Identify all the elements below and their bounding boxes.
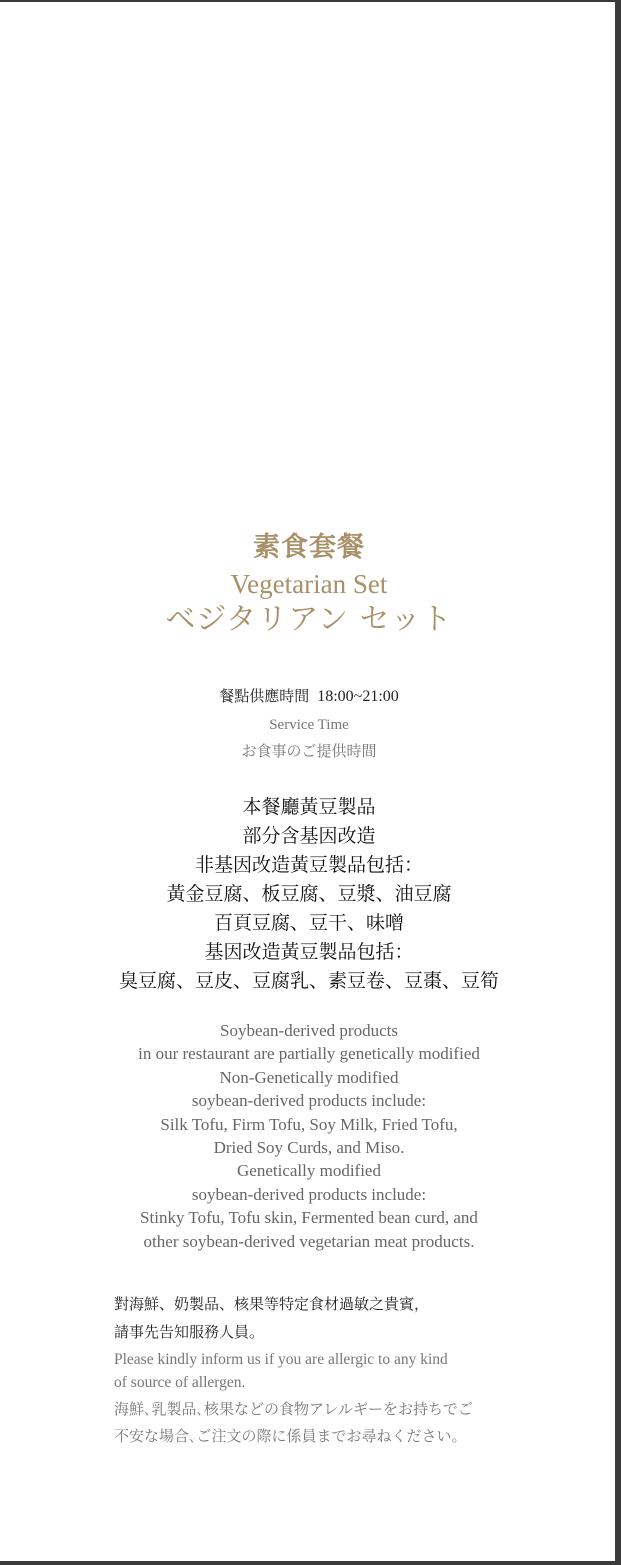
soy-en-line: in our restaurant are partially genetically modified <box>138 1044 480 1064</box>
soy-en-line: other soybean-derived vegetarian meat products. <box>143 1231 475 1251</box>
soy-en-line: Genetically modified <box>237 1161 381 1181</box>
soy-zh-line: 本餐廳黃豆製品 <box>242 796 376 818</box>
soy-en-line: Stinky Tofu, Tofu skin, Fermented bean curd, and <box>140 1208 478 1228</box>
service-time-label: 餐點供應時間 <box>219 687 310 705</box>
soy-notice-chinese <box>0 793 618 996</box>
soy-en-line: soybean-derived products include: <box>191 1184 427 1204</box>
service-time-japanese: お食事のご提供時間 <box>241 742 377 760</box>
title-japanese: ベジタリアン セット <box>165 602 453 637</box>
allergy-zh-line: 請事先告知服務人員。 <box>114 1323 265 1341</box>
title-block <box>0 529 618 639</box>
soy-notice-english <box>0 1019 618 1253</box>
soy-zh-line: 臭豆腐、豆皮、豆腐乳、素豆卷、豆棗、豆筍 <box>118 970 499 992</box>
allergy-zh-line: 對海鮮、奶製品、核果等特定食材過敏之貴賓， <box>114 1295 430 1313</box>
allergy-en-line: of source of allergen. <box>114 1374 246 1391</box>
soy-en-line: Soybean-derived products <box>220 1021 398 1040</box>
allergy-japanese <box>114 1396 514 1450</box>
soy-zh-line: 基因改造黃豆製品包括： <box>204 941 414 963</box>
title-chinese: 素食套餐 <box>253 532 365 563</box>
service-time-chinese <box>0 684 618 709</box>
service-time-english: Service Time <box>269 717 349 733</box>
soy-zh-line: 黃金豆腐、板豆腐、豆漿、油豆腐 <box>166 883 452 905</box>
allergy-notice <box>114 1290 514 1450</box>
soy-en-line: soybean-derived products include: <box>191 1091 427 1111</box>
soy-zh-line: 百頁豆腐、豆干、味噌 <box>213 912 404 934</box>
allergy-ja-line: 不安な場合､ご注文の際に係員までお尋ねください。 <box>114 1427 467 1445</box>
allergy-chinese <box>114 1290 514 1346</box>
service-time-hours: 18:00~21:00 <box>317 688 399 705</box>
soy-en-line: Dried Soy Curds, and Miso. <box>213 1138 405 1158</box>
service-time-block <box>0 684 618 764</box>
allergy-english <box>114 1348 514 1394</box>
soy-zh-line: 部分含基因改造 <box>242 825 376 847</box>
soy-en-line: Silk Tofu, Firm Tofu, Soy Milk, Fried Tofu, <box>160 1114 458 1134</box>
soy-zh-line: 非基因改造黃豆製品包括： <box>194 854 423 876</box>
soy-en-line: Non-Genetically modified <box>219 1067 399 1087</box>
allergy-en-line: Please kindly inform us if you are allergic to any kind <box>114 1351 448 1368</box>
allergy-ja-line: 海鮮､乳製品､核果などの食物アレルギーをお持ちでご <box>114 1400 473 1418</box>
title-english: Vegetarian Set <box>230 569 388 599</box>
